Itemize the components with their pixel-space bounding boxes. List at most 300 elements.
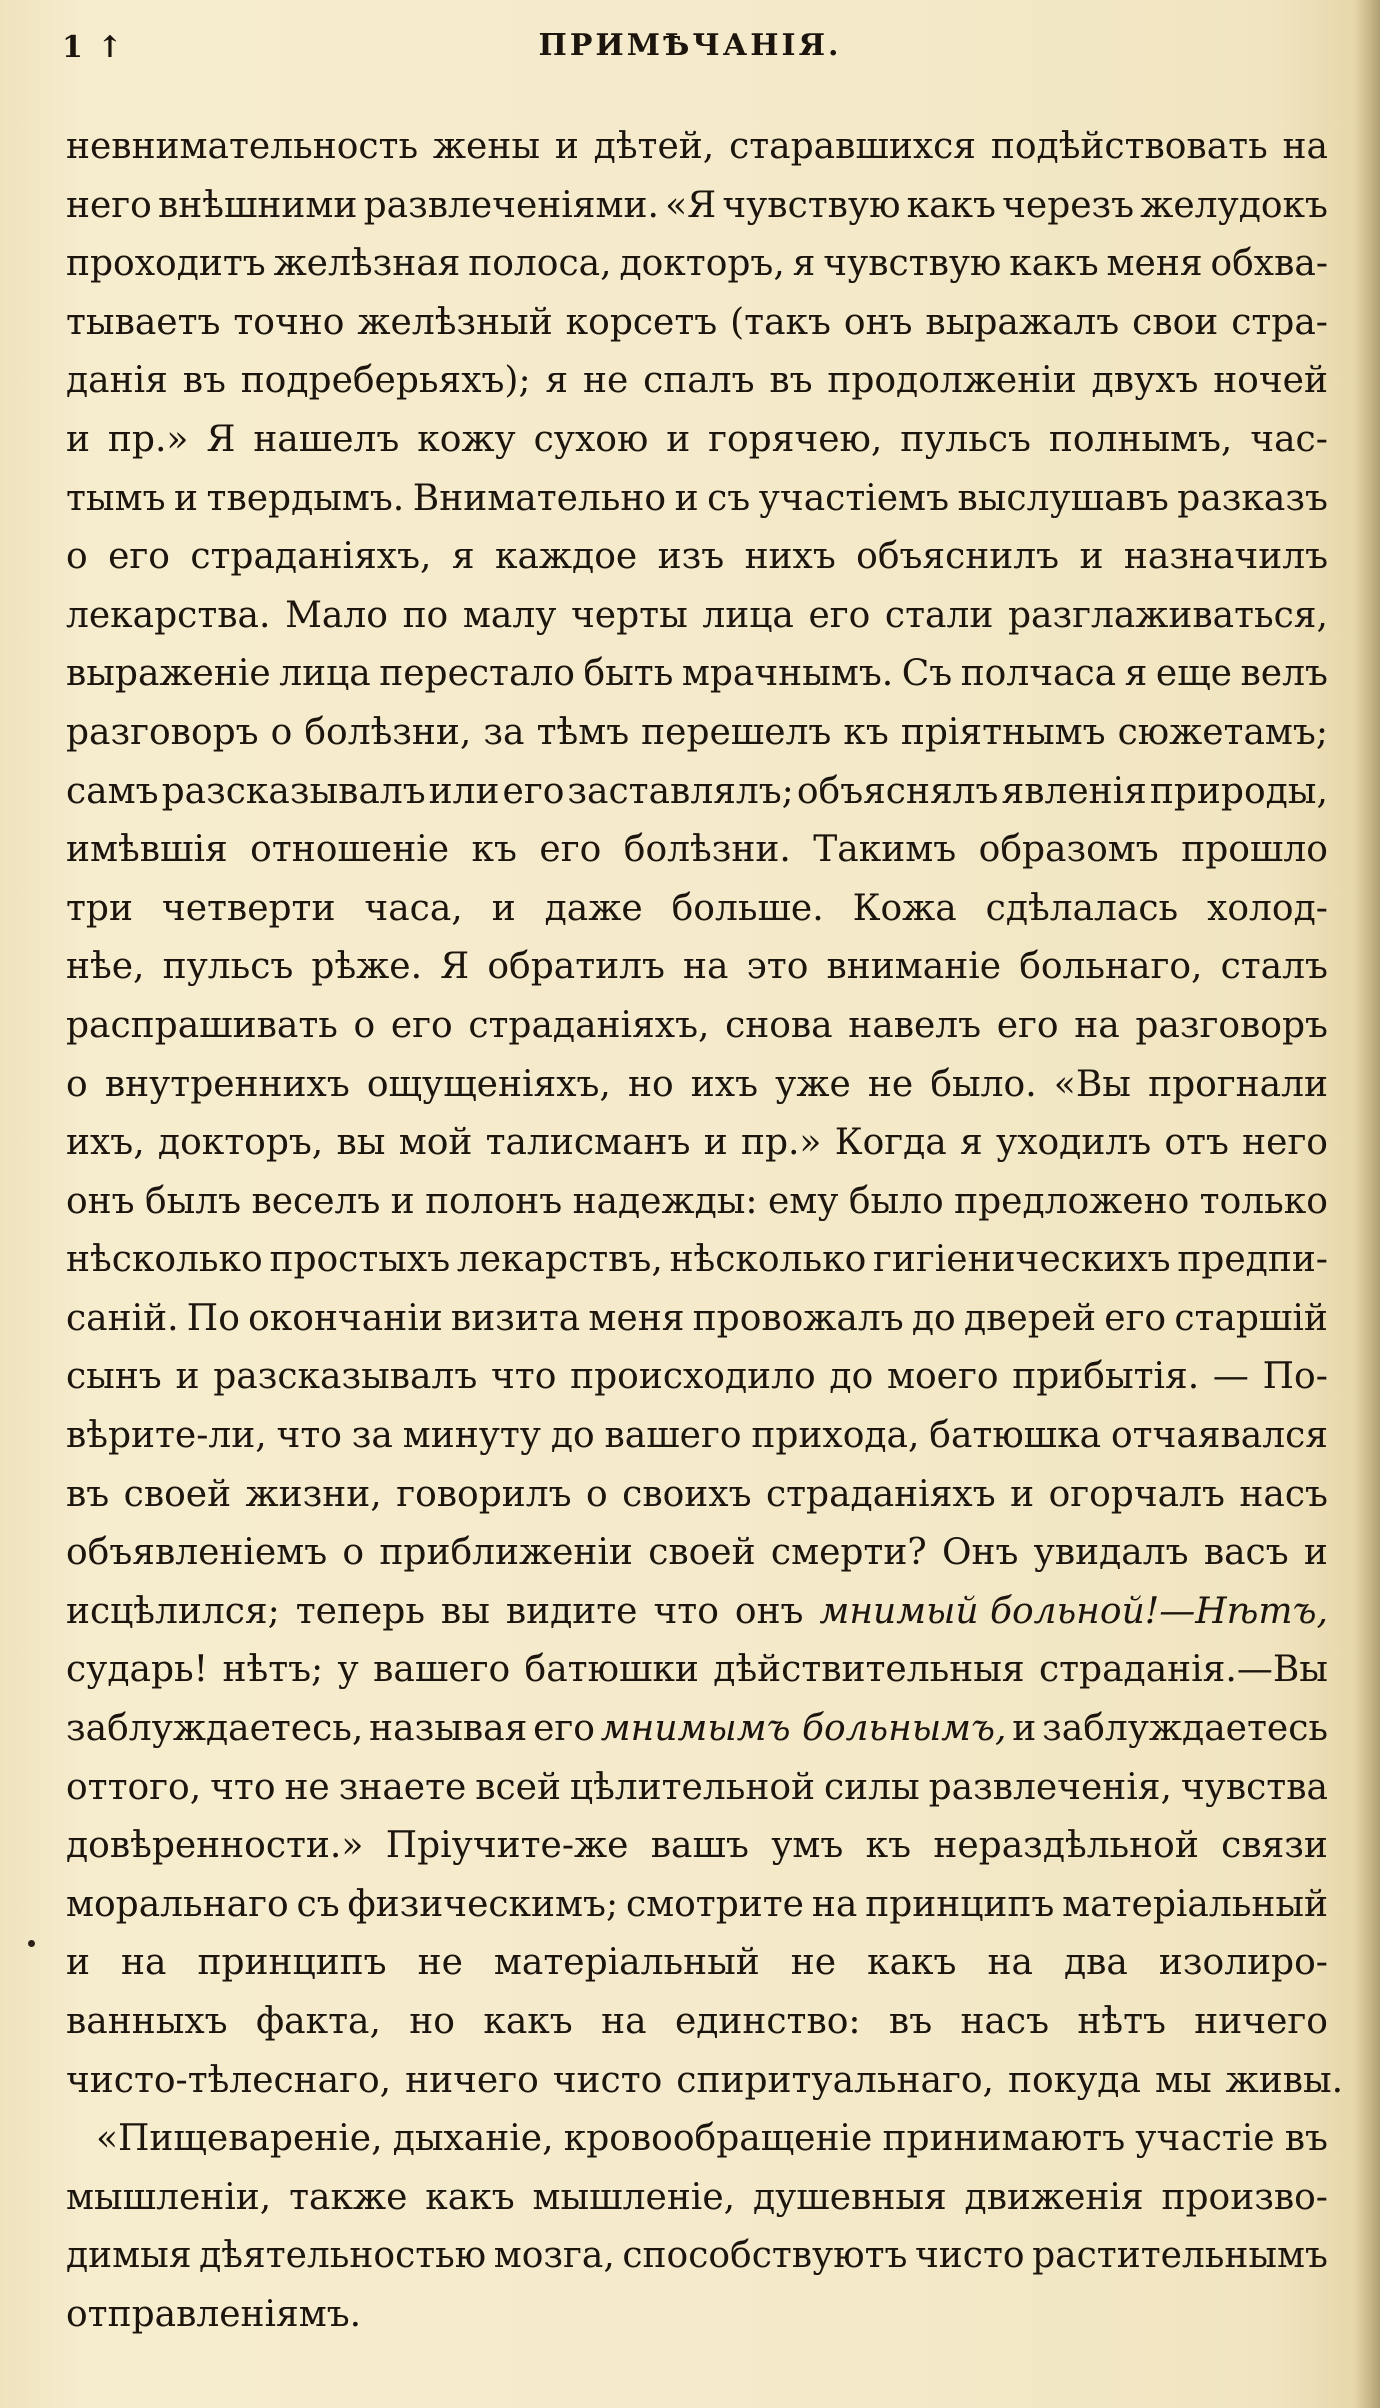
word: простыхъ (269, 1239, 451, 1281)
word: предпи- (1177, 1239, 1328, 1281)
word: болѣзни. (623, 829, 791, 871)
word: черты (571, 594, 688, 636)
word: нераздѣльной (933, 1825, 1199, 1867)
word: провожалъ (692, 1297, 904, 1339)
text-line (66, 1641, 1328, 1700)
word: мрачнымъ. (681, 653, 894, 695)
word: меня (588, 1297, 685, 1339)
word: не (867, 1063, 914, 1105)
text-line (66, 1876, 1328, 1935)
word: что (490, 1356, 557, 1398)
word: моральнаго (66, 1883, 289, 1925)
word: Внимательно (412, 477, 667, 519)
word: и (674, 477, 699, 519)
word: старавшихся (729, 126, 977, 167)
word: страданія.—Вы (1038, 1649, 1328, 1691)
word: приближеніи (379, 1532, 633, 1574)
word: своихъ (622, 1473, 752, 1515)
text-line (66, 704, 1328, 763)
word: движенія (964, 2176, 1144, 2218)
word: произво- (1161, 2176, 1328, 2218)
word: мышленіи, (66, 2176, 272, 2218)
word: желудокъ (1140, 184, 1328, 226)
word: чисто (552, 2059, 663, 2101)
word: это (746, 946, 809, 988)
word: на (987, 1942, 1033, 1984)
word: матеріальный (1062, 1883, 1328, 1925)
word: Пріучите-же (385, 1825, 629, 1867)
word: Я (440, 946, 470, 988)
word: снова (725, 1004, 833, 1046)
word: лица (702, 594, 794, 636)
word: своей (648, 1532, 756, 1574)
word: и (703, 1122, 728, 1164)
word: часа, (364, 887, 463, 929)
word: даже (544, 887, 643, 929)
word: какъ (483, 2001, 573, 2042)
word: ничего (1194, 2001, 1328, 2042)
word: перестало (379, 653, 575, 695)
word: природы, (1149, 770, 1328, 812)
word: больнаго, (1019, 946, 1203, 988)
word: Такимъ (813, 829, 957, 871)
word: пульсъ (900, 418, 1031, 460)
word: какъ (1009, 243, 1099, 285)
word: два (1063, 1942, 1128, 1984)
word: ничего (405, 2059, 539, 2101)
word: пр.» (107, 418, 189, 460)
word: дѣятельностью (199, 2235, 487, 2277)
word: по (402, 594, 449, 636)
word: и (666, 418, 691, 460)
word: внѣшними (157, 184, 358, 226)
text-line (66, 1173, 1328, 1232)
word: съ (296, 1883, 340, 1925)
text-line (66, 294, 1328, 353)
page-edge-shadow (1354, 0, 1380, 2408)
word: «Я (665, 184, 717, 226)
word: чисто-тѣлеснаго, (66, 2059, 392, 2101)
word: и (1010, 1473, 1035, 1515)
word: принимаютъ (882, 2118, 1126, 2160)
word: я (1124, 653, 1148, 695)
word: болѣзни, (304, 711, 472, 753)
word: силы (823, 1766, 920, 1808)
word: развлеченіями. (363, 184, 659, 226)
word: у (337, 1649, 359, 1691)
word: прихода, (751, 1415, 920, 1457)
word: окончаніи (248, 1297, 443, 1339)
text-line (66, 880, 1328, 939)
word: выслушавъ (957, 477, 1169, 519)
word: онъ (734, 1590, 804, 1632)
word: въ (182, 360, 226, 402)
word: четверти (161, 887, 336, 929)
text-line (66, 763, 1328, 822)
word: разговоръ (66, 711, 259, 753)
word: рѣже. (311, 946, 423, 988)
word: о (586, 1473, 608, 1515)
word: происходило (570, 1356, 816, 1398)
text-line (66, 235, 1328, 294)
word: ихъ (690, 1063, 758, 1105)
word: о (342, 1532, 365, 1574)
word: самъ (66, 770, 159, 812)
word: растительнымъ (1032, 2235, 1328, 2277)
word: вы (336, 1122, 386, 1164)
word: распрашивать (66, 1004, 338, 1046)
word: до (829, 1356, 874, 1398)
word: разглаживаться, (1007, 594, 1328, 636)
word: вѣрите-ли, (66, 1415, 267, 1457)
word: чувствую (722, 184, 901, 226)
word: тываетъ (66, 301, 221, 343)
word: твердымъ. (206, 477, 405, 519)
word: участіемъ (758, 477, 949, 519)
word: изолиро- (1158, 1942, 1328, 1984)
word: кровообращеніе (563, 2118, 873, 2160)
italic-word: мнимымъ больнымъ, (600, 1708, 1007, 1750)
word: навелъ (848, 1004, 982, 1046)
word: еще (1155, 653, 1232, 695)
word: цѣлительной (569, 1766, 815, 1808)
word: въ (66, 1473, 110, 1515)
word: кожу (417, 418, 516, 460)
ink-speck (28, 1940, 35, 1947)
word: единство: (674, 2001, 861, 2042)
running-head: ПРИМѢЧАНІЯ. (538, 28, 842, 63)
word: страданіяхъ, (468, 1004, 710, 1046)
word: онъ (843, 301, 913, 343)
text-line (66, 645, 1328, 704)
word: объявленіемъ (66, 1532, 328, 1574)
text-line (66, 1231, 1328, 1290)
word: чувства (1180, 1766, 1328, 1808)
word: димыя (66, 2235, 192, 2277)
word: горячею, (708, 418, 883, 460)
word: Онъ (941, 1532, 1019, 1574)
word: докторъ, (619, 243, 785, 285)
word: подѣйствовать (990, 126, 1268, 167)
word: сухою (533, 418, 649, 460)
word: исцѣлился; (66, 1590, 280, 1632)
word: стали (884, 594, 994, 636)
body-text (66, 118, 1344, 2345)
word: оттого, (66, 1766, 202, 1808)
word: дыханіе, (392, 2118, 554, 2160)
word: мы (1154, 2059, 1212, 2101)
word: къ (865, 1825, 912, 1867)
text-line (66, 2227, 1328, 2286)
word: на (1074, 1004, 1120, 1046)
word: желѣзная (273, 243, 461, 285)
word: докторъ, (157, 1122, 324, 1164)
word: какъ (867, 1942, 957, 1984)
word: пульсъ (162, 946, 294, 988)
word: и (1303, 1532, 1328, 1574)
text-line (66, 2286, 1328, 2345)
word: способствуютъ (622, 2235, 908, 2277)
text-line (66, 587, 1328, 646)
text-line (66, 1759, 1328, 1818)
word: я (545, 360, 569, 402)
text-line (66, 1934, 1328, 1993)
word: или (428, 770, 500, 812)
word: и (491, 887, 516, 929)
word: своей (123, 1473, 232, 1515)
word: подреберьяхъ); (240, 360, 531, 402)
word: талисманъ (485, 1122, 691, 1164)
word: «Вы (1053, 1063, 1131, 1105)
word: тымъ (66, 477, 166, 519)
word: и (390, 1180, 415, 1222)
text-line (66, 1524, 1328, 1583)
word: развлеченія, (928, 1766, 1172, 1808)
word: страданіяхъ (765, 1473, 996, 1515)
text-line (66, 2052, 1344, 2111)
word: гигіеническихъ (873, 1239, 1171, 1281)
word: нѣтъ (1077, 2001, 1166, 2042)
word: и (66, 1942, 90, 1984)
word: ночей (1213, 360, 1328, 402)
word: смотрите (625, 1883, 804, 1925)
word: матеріальный (493, 1942, 760, 1984)
text-line (66, 2169, 1328, 2228)
word: предложено (954, 1180, 1190, 1222)
word: обхва- (1210, 243, 1328, 285)
word: (такъ (730, 301, 831, 343)
word: и (174, 477, 199, 519)
word: о (66, 1063, 88, 1105)
text-line (66, 470, 1328, 529)
word: покуда (1007, 2059, 1141, 2101)
word: что (653, 1590, 719, 1632)
word: полнымъ, (1048, 418, 1233, 460)
text-line (66, 1290, 1328, 1349)
page-number: 1 ↑ (62, 30, 125, 65)
text-line (66, 2110, 1328, 2169)
word: къ (843, 711, 889, 753)
word: на (1282, 126, 1328, 167)
text-line (66, 938, 1328, 997)
word: и (66, 418, 90, 460)
word: изъ (657, 536, 725, 578)
word: что (276, 1415, 342, 1457)
word: полчаса (960, 653, 1117, 695)
word: Кожа (852, 887, 957, 929)
word: не (417, 1942, 463, 1984)
word: я (451, 536, 475, 578)
word: увидалъ (1033, 1532, 1189, 1574)
word: также (289, 2176, 408, 2218)
word: Съ (901, 653, 953, 695)
word: Я (206, 418, 236, 460)
word: тѣмъ (536, 711, 630, 753)
word: По (186, 1297, 240, 1339)
word: огорчалъ (1048, 1473, 1225, 1515)
word: полонъ (425, 1180, 563, 1222)
word: точно (233, 301, 345, 343)
text-line (66, 411, 1328, 470)
word: мозга, (493, 2235, 615, 2277)
word: вашъ (650, 1825, 749, 1867)
word: въ (769, 360, 813, 402)
word: его (539, 829, 602, 871)
word: мой (398, 1122, 473, 1164)
word: сударь! (66, 1649, 209, 1691)
word: ему (767, 1180, 839, 1222)
word: до (911, 1297, 956, 1339)
word: на (121, 1942, 167, 1984)
word: называя (369, 1708, 528, 1750)
word: нѣсколько (66, 1239, 263, 1281)
word: на (811, 1883, 858, 1925)
word: его (108, 536, 170, 578)
text-line (66, 821, 1328, 880)
word: меня (1106, 243, 1203, 285)
word: проходитъ (66, 243, 266, 285)
word: о (353, 1004, 376, 1046)
word: лекарства. (66, 594, 271, 636)
word: визита (450, 1297, 581, 1339)
text-line (66, 1700, 1328, 1759)
word: страданіяхъ, (190, 536, 432, 578)
word: за (483, 711, 525, 753)
word: обратилъ (487, 946, 665, 988)
word: что (210, 1766, 276, 1808)
word: чисто (914, 2235, 1025, 2277)
word: сталъ (1220, 946, 1328, 988)
word: выраженіе (66, 653, 271, 695)
word: вашего (373, 1649, 511, 1691)
word: въ (888, 2001, 933, 2042)
word: всей (475, 1766, 561, 1808)
word: факта, (255, 2001, 381, 2042)
word: имѣвшія (66, 829, 228, 871)
word: нѣе, (66, 946, 145, 988)
word: его (996, 1004, 1059, 1046)
word: не (582, 360, 629, 402)
word: старшій (1174, 1297, 1328, 1339)
text-line (66, 1583, 1328, 1642)
word: лица (279, 653, 371, 695)
word: разказъ (1177, 477, 1328, 519)
word: черезъ (1002, 184, 1135, 226)
word: холод- (1207, 887, 1328, 929)
word: о (66, 536, 88, 578)
word: его (808, 594, 871, 636)
text-line (66, 118, 1328, 177)
word: батюшки (524, 1649, 699, 1691)
text-line (66, 352, 1328, 411)
word: я (960, 1122, 983, 1164)
word: больше. (671, 887, 824, 929)
italic-word: мнимый больной!—Нѣтъ, (819, 1590, 1328, 1632)
word: мышленіе, (532, 2176, 736, 2218)
word: заставлялъ; (567, 770, 794, 812)
word: не (790, 1942, 837, 1984)
word: живы. (1225, 2059, 1344, 2101)
word: уходилъ (996, 1122, 1152, 1164)
word: корсетъ (565, 301, 718, 343)
word: отчаявался (1110, 1415, 1328, 1457)
word: вниманіе (826, 946, 1002, 988)
word: ощущеніяхъ, (366, 1063, 611, 1105)
word: отправленіямъ. (66, 2293, 362, 2335)
word: внутреннихъ (104, 1063, 350, 1105)
word: прошло (1181, 829, 1328, 871)
text-line (66, 997, 1328, 1056)
word: но (627, 1063, 674, 1105)
word: знаете (338, 1766, 467, 1808)
word: образомъ (978, 829, 1159, 871)
word: дѣтей, (593, 126, 715, 167)
word: въ (1284, 2118, 1328, 2160)
text-line (66, 1817, 1328, 1876)
word: разговоръ (1135, 1004, 1328, 1046)
word: довѣренности.» (66, 1825, 364, 1867)
word: нѣсколько (669, 1239, 867, 1281)
word: назначилъ (1123, 536, 1328, 578)
word: не (284, 1766, 330, 1808)
word: его (533, 1708, 595, 1750)
word: за (351, 1415, 393, 1457)
word: съ (707, 477, 751, 519)
word: дверей (963, 1297, 1097, 1339)
word: объяснялъ (796, 770, 999, 812)
word: какъ (906, 184, 996, 226)
word: — (1212, 1356, 1249, 1398)
word: каждое (494, 536, 638, 578)
word: полоса, (468, 243, 612, 285)
word: пр.» (740, 1122, 822, 1164)
word: принципъ (865, 1883, 1055, 1925)
word: его (1104, 1297, 1167, 1339)
word: физическимъ; (347, 1883, 619, 1925)
text-line (66, 1056, 1328, 1115)
word: спалъ (643, 360, 755, 402)
word: невнимательность (66, 126, 419, 167)
word: надежды: (572, 1180, 758, 1222)
word: принципъ (197, 1942, 387, 1984)
word: сюжетамъ; (1117, 711, 1328, 753)
word: умъ (771, 1825, 844, 1867)
word: объяснилъ (856, 536, 1060, 578)
word: вашего (604, 1415, 742, 1457)
word: вы (440, 1590, 490, 1632)
word: и (554, 126, 579, 167)
word: жены (432, 126, 540, 167)
word: быть (583, 653, 674, 695)
word: ихъ, (66, 1122, 145, 1164)
word: связи (1221, 1825, 1328, 1867)
word: нихъ (744, 536, 836, 578)
word: желѣзный (357, 301, 553, 343)
word: Когда (834, 1122, 947, 1164)
word: него (1242, 1122, 1328, 1164)
word: нашелъ (253, 418, 400, 460)
word: участіе (1135, 2118, 1275, 2160)
word: теперь (295, 1590, 425, 1632)
word: до (550, 1415, 595, 1457)
text-line (66, 1466, 1328, 1525)
word: дѣйствительныя (713, 1649, 1025, 1691)
word: на (683, 946, 729, 988)
word: лекарствъ, (456, 1239, 663, 1281)
word: душевныя (752, 2176, 947, 2218)
text-line (66, 177, 1328, 236)
word: стра- (1231, 301, 1328, 343)
